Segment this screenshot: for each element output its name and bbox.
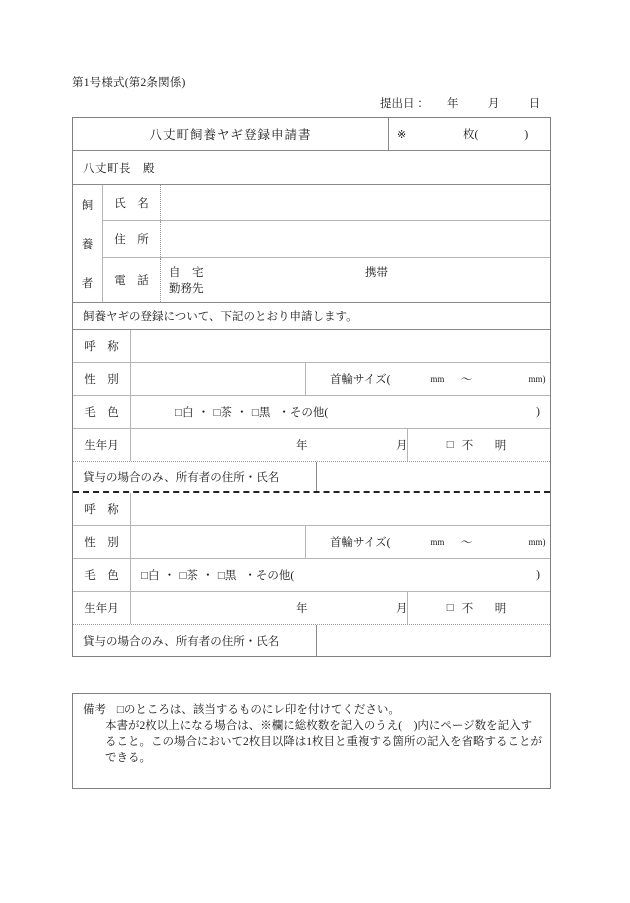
goat1-collar-min-unit: mm [430,374,445,384]
goat1-color-label: 毛 色 [73,396,131,428]
goat1-color-sep-1: ・ [197,407,210,419]
goat2-collar-min-unit: mm [430,537,445,547]
keeper-tel-row [103,258,550,302]
remarks-line-2: ること。この場合において2枚目以降は1枚目と重複する箇所の記入を省略することが [105,736,542,748]
remarks-heading: 備考 [83,704,106,716]
goat2-color-label: 毛 色 [73,559,131,591]
goat1-color-black-checkbox[interactable]: □黒 [251,407,271,419]
goat2-sex-row [73,526,550,559]
keeper-address-label: 住 所 [103,221,161,257]
goat2-lender-row [73,625,550,656]
goat2-color-row [73,559,550,592]
submission-year-unit: 年 [447,98,459,110]
remarks-line-3: できる。 [105,752,151,764]
goat2-collar-tilde: ～ [460,537,473,549]
keeper-vertical-char-3: 者 [81,277,94,290]
goat1-name-label: 呼 称 [73,330,131,362]
goat2-collar-max-unit: mm) [528,537,546,547]
sheets-count-label: 枚( ) [463,129,529,141]
goat1-birth-label: 生年月 [73,429,131,461]
keeper-tel-fields[interactable] [161,258,550,302]
goat2-sex-label: 性 別 [73,526,131,558]
goat2-birth-unknown-option[interactable] [408,592,550,624]
keeper-tel-mobile-label: 携帯 [365,267,388,279]
goat1-color-brown-checkbox[interactable]: □茶 [213,407,232,419]
goat1-birth-unknown-option[interactable] [408,429,550,461]
keeper-name-label: 氏 名 [103,185,161,220]
goat2-birth-row [73,592,550,625]
submission-date-label: 提出日 ： [380,98,429,110]
goat1-collar-tilde: ～ [460,374,473,386]
keeper-address-input[interactable] [161,221,550,257]
submission-date-line [380,95,554,111]
sheets-count-cell[interactable] [389,118,550,150]
goat1-color-other-close: ) [536,406,540,418]
goat1-unknown-label: 不 明 [461,440,512,452]
goat2-color-black-checkbox[interactable]: □黒 [217,570,237,582]
goat2-name-input[interactable] [131,493,550,525]
goat1-birth-row [73,429,550,462]
keeper-tel-label: 電 話 [103,258,161,302]
goat1-color-sep-2: ・ [236,407,248,419]
form-code-label: 第1号様式(第2条関係) [72,77,186,89]
goat1-name-row [73,330,550,363]
goat2-name-row [73,493,550,526]
form-title: 八丈町飼養ヤギ登録申請書 [149,128,312,142]
keeper-section [73,185,550,302]
keeper-field-rows [103,185,550,302]
goat2-name-label: 呼 称 [73,493,131,525]
goat1-lender-label: 貸与の場合のみ、所有者の住所・氏名 [73,462,317,491]
goat1-color-other-label: ・その他( [278,407,329,419]
goat2-color-white-checkbox[interactable]: □白 [141,570,160,582]
goat1-color-white-checkbox[interactable]: □白 [175,407,194,419]
goat2-lender-label: 貸与の場合のみ、所有者の住所・氏名 [73,625,317,656]
goat2-color-brown-checkbox[interactable]: □茶 [179,570,198,582]
form-title-cell [73,118,389,150]
goat1-sex-row [73,363,550,396]
remarks-body [105,718,540,766]
goat1-lender-row [73,462,550,493]
goat2-collar-label: 首輪サイズ( [330,537,391,549]
keeper-tel-home-label: 自 宅 [169,267,204,279]
goat1-sex-label: 性 別 [73,363,131,395]
keeper-name-row [103,185,550,221]
goat1-birth-month-unit: 月 [396,440,408,452]
goat2-color-sep-1: ・ [163,570,176,582]
goat2-color-other-label: ・その他( [244,570,295,582]
application-statement: 飼養ヤギの登録について、下記のとおり申請します。 [83,311,358,323]
goat1-birth-date-field[interactable] [131,429,408,461]
remarks-checkbox-note: □のところは、該当するものにレ印を付けてください。 [116,704,400,716]
goat2-birth-year-unit: 年 [296,603,308,615]
keeper-name-input[interactable] [161,185,550,220]
remarks-line-1: 本書が2枚以上になる場合は、※欄に総枚数を記入のうえ( )内にページ数を記入す [105,720,533,732]
goat1-unknown-checkbox[interactable]: □ [446,439,454,451]
addressee-label: 八丈町長 殿 [83,162,155,175]
goat2-birth-date-field[interactable] [131,592,408,624]
keeper-address-row [103,221,550,258]
goat2-color-sep-2: ・ [202,570,214,582]
goat2-unknown-checkbox[interactable]: □ [446,602,454,614]
addressee-row [73,151,550,185]
keeper-vertical-label [73,185,103,302]
goat2-birth-month-unit: 月 [396,603,408,615]
goat2-unknown-label: 不 明 [461,603,512,615]
goat1-lender-input[interactable] [317,462,550,491]
goat2-lender-input[interactable] [317,625,550,656]
goat2-birth-label: 生年月 [73,592,131,624]
application-statement-row [73,302,550,330]
goat1-name-input[interactable] [131,330,550,362]
application-form-table [72,117,551,657]
goat2-color-options[interactable] [131,559,550,591]
keeper-vertical-char-1: 飼 [81,199,94,212]
keeper-vertical-char-2: 養 [81,238,94,251]
remarks-box [72,693,551,789]
goat2-collar-size-field[interactable] [306,526,550,558]
title-row [73,118,550,151]
asterisk-mark-icon: ※ [397,128,407,141]
goat2-color-other-close: ) [536,569,540,581]
goat1-collar-size-field[interactable] [306,363,550,395]
remarks-first-line [83,702,540,718]
submission-day-unit: 日 [528,98,541,110]
goat1-collar-max-unit: mm) [528,374,546,384]
goat1-sex-input[interactable] [131,363,306,395]
goat1-color-row [73,396,550,429]
submission-month-unit: 月 [487,98,500,110]
goat2-sex-input[interactable] [131,526,306,558]
keeper-tel-work-label: 勤務先 [169,283,204,295]
goat1-collar-label: 首輪サイズ( [330,374,391,386]
goat1-color-options[interactable] [131,396,550,428]
goat1-birth-year-unit: 年 [296,440,308,452]
